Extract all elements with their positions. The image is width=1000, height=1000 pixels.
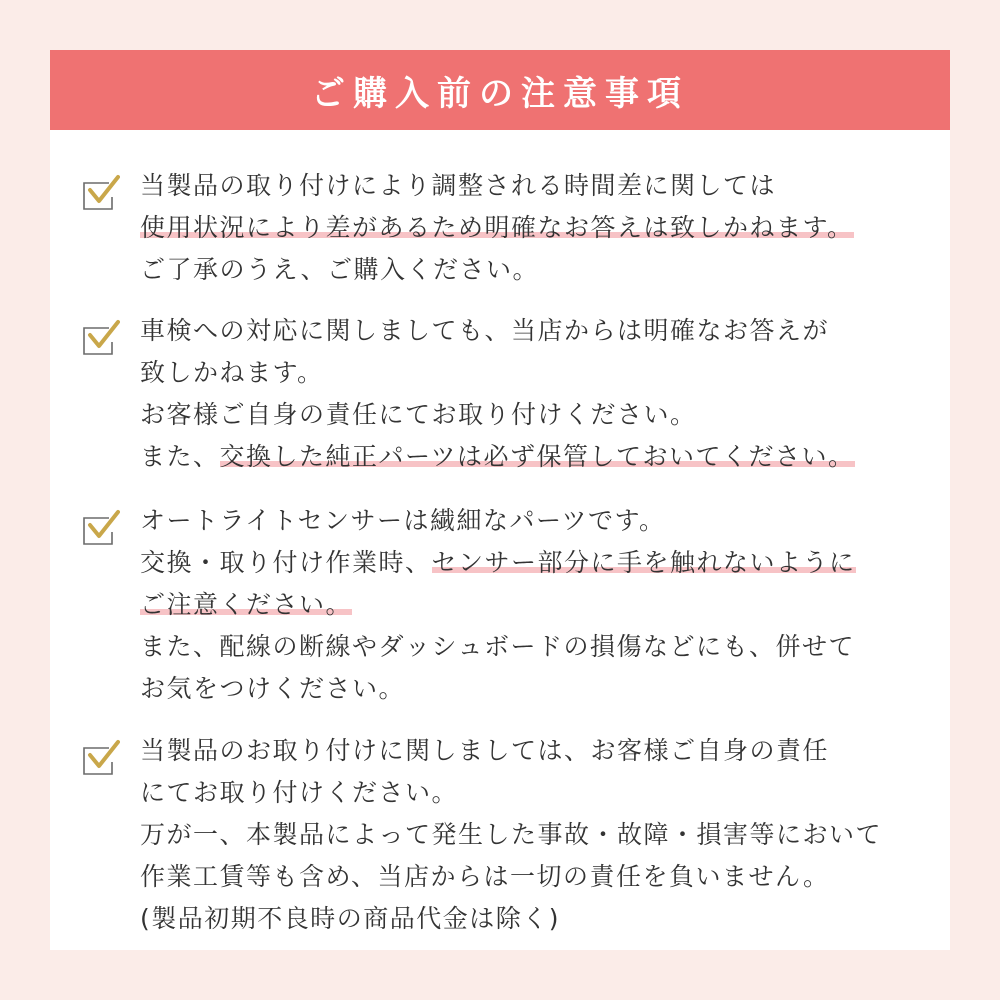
notice-line: 交換・取り付け作業時、センサー部分に手を触れないように [140, 548, 856, 577]
notice-line: 万が一、本製品によって発生した事故・故障・損害等において [140, 820, 883, 849]
notice-card [50, 50, 950, 950]
checkbox-checked-icon [80, 738, 120, 778]
notice-line: 当製品のお取り付けに関しましては、お客様ご自身の責任 [140, 736, 830, 765]
page-title: ご購入前の注意事項 [311, 73, 689, 114]
notice-line: 致しかねます。 [140, 358, 324, 387]
notice-line: ご注意ください。 [140, 590, 353, 619]
notice-line: お気をつけください。 [140, 674, 406, 703]
checkbox-checked-icon [80, 508, 120, 548]
notice-line: オートライトセンサーは繊細なパーツです。 [140, 506, 666, 535]
notice-line: 作業工賃等も含め、当店からは一切の責任を負いません。 [140, 862, 830, 891]
checkbox-checked-icon [80, 318, 120, 358]
notice-line: また、交換した純正パーツは必ず保管しておいてください。 [140, 442, 855, 471]
notice-line: (製品初期不良時の商品代金は除く) [140, 904, 561, 933]
header-banner [50, 50, 950, 130]
notice-line: 車検への対応に関しましても、当店からは明確なお答えが [140, 316, 830, 345]
notice-line: 当製品の取り付けにより調整される時間差に関しては [140, 171, 777, 200]
checkbox-checked-icon [80, 173, 120, 213]
notice-line: 使用状況により差があるため明確なお答えは致しかねます。 [140, 213, 854, 242]
notice-line: にてお取り付けください。 [140, 778, 459, 807]
notice-line: また、配線の断線やダッシュボードの損傷などにも、併せて [140, 632, 856, 661]
notice-line: ご了承のうえ、ご購入ください。 [140, 255, 540, 284]
notice-line: お客様ご自身の責任にてお取り付けください。 [140, 400, 697, 429]
